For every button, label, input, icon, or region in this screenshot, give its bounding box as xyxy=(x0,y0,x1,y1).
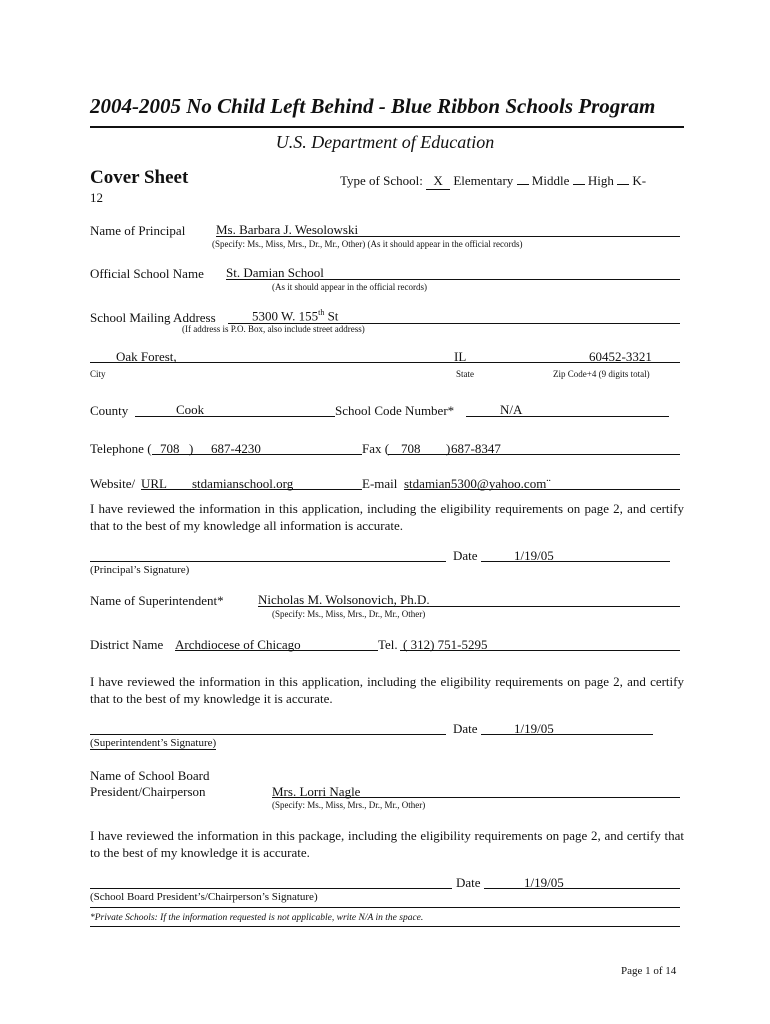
high-checkbox[interactable] xyxy=(573,184,585,185)
district-tel-label: Tel. xyxy=(378,637,398,652)
footnote-bottom-rule xyxy=(90,926,680,927)
zip-label: Zip Code+4 (9 digits total) xyxy=(553,369,650,379)
superintendent-signature-caption: (Superintendent’s Signature) xyxy=(90,737,217,749)
school-type-label: Type of School: xyxy=(340,173,423,188)
high-label: High xyxy=(587,173,614,188)
superintendent-date-line xyxy=(481,734,653,735)
address-hint: (If address is P.O. Box, also include street address) xyxy=(182,324,365,334)
superintendent-date-label: Date xyxy=(453,721,478,736)
superintendent-certification-text: I have reviewed the information in this application, including the eligibility requirements on page 2, and certify that to the best of my knowledge it is accurate. xyxy=(90,674,684,706)
board-certification-text: I have reviewed the information in this package, including the eligibility requirements on page 2, and certify that to the best of my knowledge it is accurate. xyxy=(90,828,684,860)
superintendent-name-field[interactable]: Nicholas M. Wolsonovich, Ph.D. xyxy=(258,592,430,607)
county-label: County xyxy=(90,403,129,418)
principal-hint: (Specify: Ms., Miss, Mrs., Dr., Mr., Other) (As it should appear in the official records) xyxy=(212,239,523,249)
telephone-label: Telephone ( xyxy=(90,441,152,456)
zip-field[interactable]: 60452-3321 xyxy=(589,349,652,364)
board-date-field[interactable]: 1/19/05 xyxy=(524,875,564,890)
board-signature-line[interactable] xyxy=(90,888,452,889)
telephone-area-field[interactable]: 708 xyxy=(160,441,180,456)
document-title: 2004-2005 No Child Left Behind - Blue Ribbon Schools Program xyxy=(90,94,656,118)
city-field[interactable]: Oak Forest, xyxy=(116,349,177,364)
superintendent-hint: (Specify: Ms., Miss, Mrs., Dr., Mr., Other) xyxy=(272,609,426,619)
telephone-number-field[interactable]: 687-4230 xyxy=(211,441,261,456)
fax-label: Fax ( xyxy=(362,441,390,456)
board-date-label: Date xyxy=(456,875,481,890)
school-type-row xyxy=(340,173,646,190)
address-field[interactable]: 5300 W. 155th St xyxy=(252,308,339,324)
fax-number-field[interactable]: 687-8347 xyxy=(451,441,501,456)
k12-label-prefix: K- xyxy=(632,173,647,188)
fax-line xyxy=(388,454,680,455)
fax-area-field[interactable]: 708 xyxy=(401,441,421,456)
city-label: City xyxy=(90,369,106,379)
county-field[interactable]: Cook xyxy=(176,402,205,417)
superintendent-signature-line[interactable] xyxy=(90,734,446,735)
district-name-label: District Name xyxy=(90,637,164,652)
school-code-line xyxy=(466,416,669,417)
principal-signature-caption: (Principal’s Signature) xyxy=(90,564,190,576)
page-number: Page 1 of 14 xyxy=(621,965,677,977)
k12-checkbox[interactable] xyxy=(617,184,629,185)
school-name-label: Official School Name xyxy=(90,266,204,281)
principal-certification-text: I have reviewed the information in this application, including the eligibility requirements on page 2, and certify that to the best of my knowledge all information is accurate. xyxy=(90,501,684,533)
middle-checkbox[interactable] xyxy=(517,184,529,185)
school-code-label: School Code Number* xyxy=(335,403,455,418)
board-label-line1: Name of School Board xyxy=(90,768,210,783)
principal-label: Name of Principal xyxy=(90,223,186,238)
state-label: State xyxy=(456,369,474,379)
middle-label: Middle xyxy=(531,173,570,188)
elementary-label: Elementary xyxy=(453,173,514,188)
url-label: URL xyxy=(141,476,167,491)
cover-sheet-heading: Cover Sheet xyxy=(90,167,189,188)
website-field[interactable]: stdamianschool.org xyxy=(192,476,294,491)
address-label: School Mailing Address xyxy=(90,310,216,325)
state-field[interactable]: IL xyxy=(454,349,467,364)
website-label: Website/ xyxy=(90,476,136,491)
school-name-field[interactable]: St. Damian School xyxy=(226,265,324,280)
principal-name-field[interactable]: Ms. Barbara J. Wesolowski xyxy=(216,222,359,237)
k12-label-suffix: 12 xyxy=(90,190,103,205)
fax-close-paren: ) xyxy=(446,441,451,456)
footnote-top-rule xyxy=(90,907,680,908)
principal-date-field[interactable]: 1/19/05 xyxy=(514,548,554,563)
email-field[interactable]: stdamian5300@yahoo.com¨ xyxy=(404,476,551,491)
footnote-text: *Private Schools: If the information requested is not applicable, write N/A in the space. xyxy=(90,913,424,923)
telephone-close-paren: ) xyxy=(189,441,194,456)
school-code-field[interactable]: N/A xyxy=(500,402,523,417)
principal-date-line xyxy=(481,561,670,562)
principal-signature-line[interactable] xyxy=(90,561,446,562)
document-subtitle: U.S. Department of Education xyxy=(275,132,495,152)
board-signature-caption: (School Board President’s/Chairperson’s Signature) xyxy=(90,891,318,903)
title-rule xyxy=(90,126,684,128)
district-tel-field[interactable]: ( 312) 751-5295 xyxy=(403,637,488,652)
email-label: E-mail xyxy=(362,476,398,491)
board-label-line2: President/Chairperson xyxy=(90,784,206,799)
district-name-field[interactable]: Archdiocese of Chicago xyxy=(175,637,301,652)
board-name-field[interactable]: Mrs. Lorri Nagle xyxy=(272,784,361,799)
board-hint: (Specify: Ms., Miss, Mrs., Dr., Mr., Other) xyxy=(272,800,426,810)
county-line xyxy=(135,416,335,417)
superintendent-label: Name of Superintendent* xyxy=(90,593,224,608)
school-name-hint: (As it should appear in the official records) xyxy=(272,282,428,292)
elementary-checkbox[interactable]: X xyxy=(426,173,450,190)
superintendent-date-field[interactable]: 1/19/05 xyxy=(514,721,554,736)
principal-date-label: Date xyxy=(453,548,478,563)
board-date-line xyxy=(484,888,680,889)
